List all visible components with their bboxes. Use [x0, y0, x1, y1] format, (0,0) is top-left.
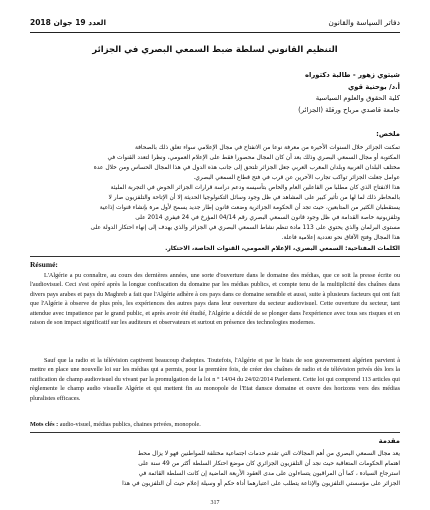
abstract-ar-heading: ملخص: — [376, 130, 400, 138]
page-header — [30, 14, 400, 34]
abstract-ar-line: يستقطبان الكثير من المتابعين، حيث تجد أن الحكومة الجزائرية وضعت قانون إطار جديد يسمح لأول مرة بإنشاء قنوات إذاعية — [99, 205, 400, 211]
intro-line: استرجاع السيادة ، كما أن المراقبون يتساءلون على مدى العقود الأربعة الماضية إن كانت السلطة القائمة في — [138, 471, 400, 477]
abstract-ar-line: مختلف البلدان العربية وبلدان المغرب العربي جعل الجزائر تلتحق إلى جانب هذه الدول في هذا المجال الحساس ومن خلال عدة — [93, 165, 400, 171]
keywords-fr — [30, 421, 400, 428]
abstract-ar-line: هذا الانفتاح الذي كان مطلبا من الفاعلين العام والخاص بتأسيسه ودعم دراسة قرارات الجزائر الخوض في التجربة المليئة — [110, 185, 400, 191]
affiliation-1: كلية الحقوق والعلوم السياسية — [315, 94, 400, 102]
abstract-fr-paragraph-1: L'Algérie a pu connaître, au cours des dernières années, une sorte d'ouverture dans le domaine des médias, que ce soit la presse écrite ou l'audiovisuel. Ceci s'est opéré après la longue confiscation du domaine par les médias publics, et compte tenu de la multiplicité des chaînes dans divers pays arabes et pays du Maghreb a fait que l'Algérie adhère à ces pays dans ce domaine sensible et aussi, suite à plusieurs facteurs qui ont fait que l'Algérie à observe de plus près, les expériences des autres pays dans leur ouverture du secteur audiovisuel. Cette ouverture du secteur, tant attendue avec impatience par le grand public, et après avoir été étudié, l'Algérie a décidé de se plonger dans l'expérience avec tous ses risques et en raison de son impact significatif sur les auditeurs et observateurs et surtout en présence des technologies modernes. — [30, 272, 400, 327]
abstract-ar-line: مستوى البرلمان والذي يحتوي على 113 مادة تنظم نشاط السمعي البصري في الجزائر والذي يهدف إلى إنهاء احتكار الدولة على — [90, 225, 400, 231]
keywords-fr-text: audio-visuel, médias publics, chaines privées, monopole. — [59, 421, 201, 428]
author-1: شيتوي زهور - طالبة دكتوراه — [305, 71, 400, 79]
section-divider — [30, 432, 400, 433]
intro-line: الجزائر على مؤسستي التلفزيون والإذاعة يتطلب على اعتبارهما أداة حكم أو وسيلة إعلام حيث أن التلفزيون في هذا — [122, 481, 400, 487]
intro-line: اهتمام الحكومات المتعاقبة حيث نجد أن التلفزيون الجزائري كان موضع احتكار السلطة أكثر من 49 سنة على — [138, 461, 400, 467]
keywords-fr-label: Mots clés : — [30, 421, 59, 428]
author-block — [180, 70, 400, 116]
abstract-ar-line: عوامل جعلت الجزائر تواكب تجارب الآخرين عن قرب في فتح قطاع السمعي البصري. — [193, 175, 400, 181]
header-divider — [30, 32, 400, 33]
abstract-ar-line: المكتوبة أو مجال السمعي البصري وذلك بعد أن كان المجال محصورا فقط على الإعلام العمومي، ونظرا لتعدد القنوات في — [107, 155, 400, 161]
abstract-fr-heading: Résumé: — [30, 260, 58, 269]
intro-heading: مقدمة — [378, 437, 400, 445]
keywords-ar: الكلمات المفتاحية: السمعي البصري، الإعلام العمومي، القنوات الخاصة، الاحتكار. — [165, 245, 400, 252]
abstract-fr-paragraph-2: Sauf que la radio et la télévision captivent beaucoup d'adeptes. Toutefois, l'Algérie et par le biais de son gouvernement algérien parvient à mettre en place une nouvelle loi sur les médias qui a permis, pour la première fois, de créer des chaînes de radio et de télévision privés dès lors la ratification de champ audiovisuel du vivant par la promulgation de la loi n ° 14/04 du 24/02/2014 Parlement. Cette loi qui comprend 113 articles qui règlemente le champ audio visuelle Algérie et qui mettent fin au monopole de l'Etat dansce domaine et ouvre des horizons vers des médias pluralistes efficaces. — [30, 357, 400, 402]
abstract-ar-line: هذا المجال وفتح الآفاق نحو تعددية إعلامية فاعلة. — [281, 235, 400, 241]
abstract-ar-line: تمكنت الجزائر خلال السنوات الأخيرة من معرفة نوعا من الانفتاح في مجال الإعلامي سواء تعلق ذلك بالصحافة — [134, 145, 400, 151]
section-divider — [30, 256, 400, 257]
abstract-ar-line: وتلفزيونية خاصة القدامة في ظل وجود قانون السمعي البصري رقم 04/14 المؤرخ في 24 فيفري 2014 على — [135, 215, 400, 221]
intro-text — [30, 449, 400, 489]
affiliation-2: جامعة قاصدي مرباح ورقلة (الجزائر) — [298, 105, 400, 114]
page-number: 317 — [210, 500, 220, 506]
abstract-ar — [30, 143, 400, 243]
issue-label: العدد 19 جوان 2018 — [30, 18, 107, 27]
article-title: التنظيم القانوني لسلطة ضبط السمعي البصري في الجزائر — [92, 45, 338, 55]
intro-line: يعد مجال السمعي البصري من أهم المجالات التي تقدم خدمات اجتماعية مختلفة للمواطنين فهو لا يزال محط — [137, 451, 400, 457]
journal-name: دفاتر السياسة والقانون — [328, 18, 400, 27]
abstract-ar-line: بالمخاطر ذلك لما لها من تأثير كبير على المشاهد في ظل وجود وسائل التكنولوجيا الحديثة إلا أن الإتاحة والتلفزيون صار لا — [108, 195, 400, 201]
author-2: أ.د/ بوحنية قوي — [348, 82, 400, 91]
